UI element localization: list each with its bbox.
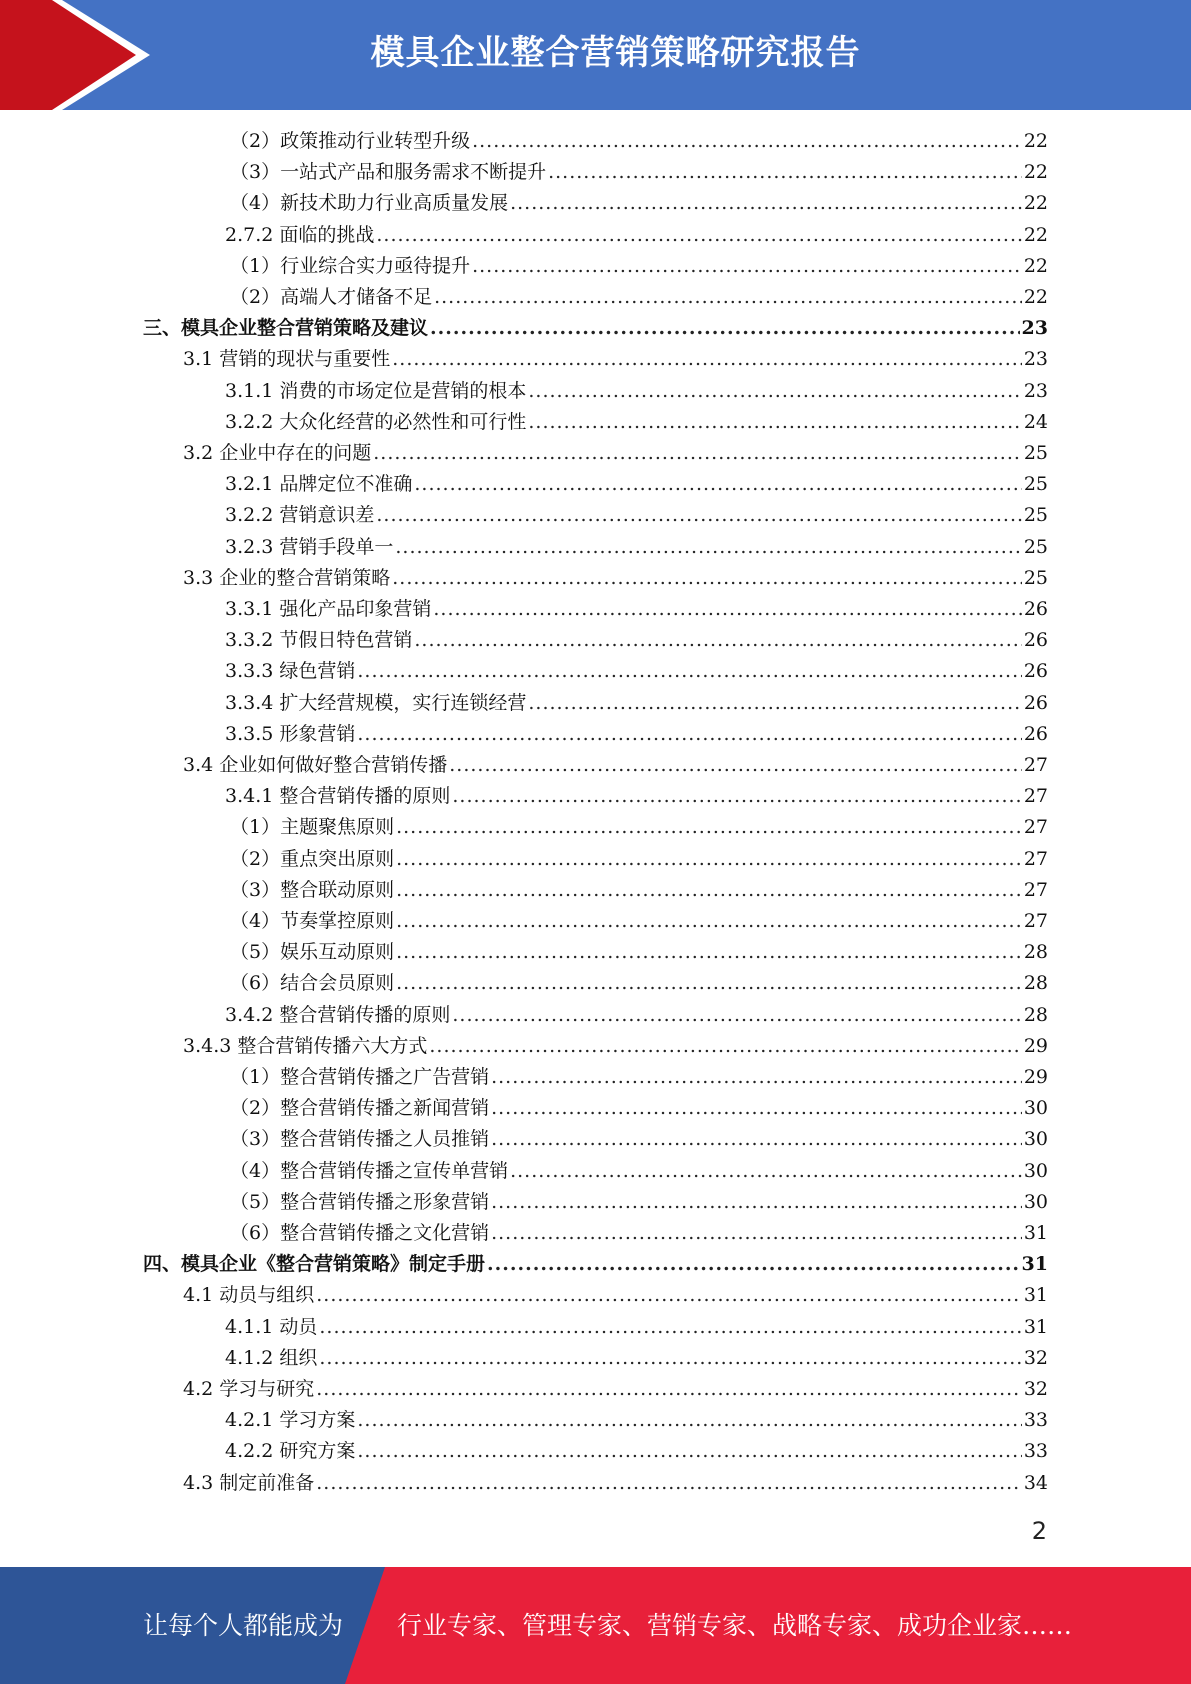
footer-slogan-right: 行业专家、管理专家、营销专家、战略专家、成功企业家…… [397, 1611, 1073, 1640]
toc-entry-label: 3.2.3 营销手段单一 [225, 536, 394, 558]
toc-entry-label: （3）整合营销传播之人员推销 [230, 1128, 490, 1150]
toc-entry-page: 23 [1021, 317, 1048, 339]
toc-entry[interactable] [225, 500, 1048, 531]
toc-entry-label: （4）整合营销传播之宣传单营销 [230, 1160, 509, 1182]
toc-entry-page: 22 [1023, 286, 1048, 308]
toc-entry-page: 28 [1023, 941, 1048, 963]
toc-dot-leader [510, 188, 1022, 219]
toc-dot-leader [491, 1062, 1022, 1093]
toc-dot-leader [528, 688, 1021, 719]
toc-entry-page: 29 [1023, 1066, 1048, 1088]
toc-dot-leader [491, 1093, 1022, 1124]
toc-entry[interactable] [230, 126, 1048, 157]
toc-entry-label: 4.1 动员与组织 [183, 1284, 315, 1306]
toc-entry[interactable] [143, 313, 1048, 344]
toc-entry-label: 4.2.2 研究方案 [225, 1440, 356, 1462]
toc-entry[interactable] [225, 1436, 1048, 1467]
toc-dot-leader [396, 906, 1022, 937]
toc-dot-leader [452, 1000, 1021, 1031]
toc-entry-label: （2）整合营销传播之新闻营销 [230, 1097, 490, 1119]
toc-dot-leader [357, 719, 1021, 750]
toc-entry-page: 22 [1023, 192, 1048, 214]
toc-entry-label: （4）新技术助力行业高质量发展 [230, 192, 509, 214]
toc-dot-leader [528, 376, 1021, 407]
toc-entry-label: 3.4.2 整合营销传播的原则 [225, 1004, 451, 1026]
toc-dot-leader [319, 1312, 1021, 1343]
toc-entry-label: 2.7.2 面临的挑战 [225, 224, 375, 246]
toc-entry[interactable] [225, 656, 1048, 687]
toc-entry-label: 3.2 企业中存在的问题 [183, 442, 372, 464]
toc-dot-leader [396, 844, 1022, 875]
toc-entry-page: 25 [1023, 567, 1048, 589]
toc-entry[interactable] [225, 469, 1048, 500]
toc-dot-leader [392, 344, 1022, 375]
toc-dot-leader [357, 1405, 1021, 1436]
toc-dot-leader [316, 1468, 1022, 1499]
toc-entry[interactable] [183, 344, 1048, 375]
toc-entry[interactable] [230, 812, 1048, 843]
toc-entry-page: 23 [1023, 380, 1048, 402]
toc-dot-leader [396, 875, 1022, 906]
toc-entry[interactable] [183, 438, 1048, 469]
toc-dot-leader [434, 282, 1022, 313]
toc-entry[interactable] [225, 220, 1048, 251]
toc-entry-label: 3.3.2 节假日特色营销 [225, 629, 413, 651]
toc-dot-leader [430, 313, 1020, 344]
toc-entry-page: 30 [1023, 1160, 1048, 1182]
toc-entry-label: （6）结合会员原则 [230, 972, 395, 994]
toc-dot-leader [396, 937, 1022, 968]
toc-entry-page: 31 [1023, 1222, 1048, 1244]
page-header [0, 0, 1191, 110]
toc-entry-label: 4.2 学习与研究 [183, 1378, 315, 1400]
toc-entry-page: 23 [1023, 348, 1048, 370]
toc-entry[interactable] [230, 251, 1048, 282]
toc-dot-leader [396, 968, 1022, 999]
toc-entry[interactable] [230, 157, 1048, 188]
toc-entry-page: 27 [1023, 879, 1048, 901]
toc-entry-label: 3.1 营销的现状与重要性 [183, 348, 391, 370]
toc-entry[interactable] [230, 937, 1048, 968]
toc-entry-label: 4.1.2 组织 [225, 1347, 318, 1369]
toc-entry[interactable] [143, 1249, 1048, 1280]
toc-entry-page: 26 [1023, 598, 1048, 620]
toc-entry-label: （2）政策推动行业转型升级 [230, 130, 471, 152]
toc-entry[interactable] [230, 1124, 1048, 1155]
toc-entry-label: （3）一站式产品和服务需求不断提升 [230, 161, 547, 183]
toc-entry[interactable] [225, 1312, 1048, 1343]
toc-entry-label: （1）行业综合实力亟待提升 [230, 255, 471, 277]
toc-entry[interactable] [183, 1031, 1048, 1062]
toc-dot-leader [491, 1124, 1022, 1155]
toc-entry-page: 26 [1023, 692, 1048, 714]
toc-entry-page: 34 [1023, 1472, 1048, 1494]
toc-entry-label: 3.1.1 消费的市场定位是营销的根本 [225, 380, 527, 402]
toc-dot-leader [376, 220, 1021, 251]
toc-entry[interactable] [230, 1156, 1048, 1187]
toc-entry-page: 32 [1023, 1347, 1048, 1369]
toc-entry[interactable] [230, 282, 1048, 313]
toc-entry-label: （1）整合营销传播之广告营销 [230, 1066, 490, 1088]
toc-entry[interactable] [230, 188, 1048, 219]
toc-dot-leader [357, 1436, 1021, 1467]
toc-entry-page: 30 [1023, 1097, 1048, 1119]
toc-entry-label: 四、模具企业《整合营销策略》制定手册 [143, 1253, 486, 1275]
toc-entry-label: （6）整合营销传播之文化营销 [230, 1222, 490, 1244]
page-footer [0, 1567, 1191, 1684]
toc-entry-page: 30 [1023, 1191, 1048, 1213]
toc-entry-label: 3.2.2 大众化经营的必然性和可行性 [225, 411, 527, 433]
toc-entry-label: 3.2.1 品牌定位不准确 [225, 473, 413, 495]
toc-dot-leader [396, 812, 1022, 843]
toc-entry[interactable] [225, 1405, 1048, 1436]
toc-dot-leader [510, 1156, 1022, 1187]
toc-dot-leader [376, 500, 1021, 531]
toc-entry-label: 3.4 企业如何做好整合营销传播 [183, 754, 448, 776]
toc-entry-page: 26 [1023, 723, 1048, 745]
toc-dot-leader [357, 656, 1021, 687]
toc-entry-page: 27 [1023, 848, 1048, 870]
toc-entry[interactable] [225, 407, 1048, 438]
toc-entry[interactable] [230, 1218, 1048, 1249]
toc-entry-label: 4.1.1 动员 [225, 1316, 318, 1338]
toc-entry-page: 25 [1023, 536, 1048, 558]
toc-dot-leader [491, 1187, 1022, 1218]
toc-entry[interactable] [183, 1468, 1048, 1499]
report-title: 模具企业整合营销策略研究报告 [370, 33, 861, 73]
toc-entry-page: 24 [1023, 411, 1048, 433]
toc-entry-label: 3.3.4 扩大经营规模，实行连锁经营 [225, 692, 527, 714]
toc-entry[interactable] [225, 688, 1048, 719]
toc-entry-page: 27 [1023, 785, 1048, 807]
toc-dot-leader [316, 1374, 1022, 1405]
toc-entry-page: 28 [1023, 972, 1048, 994]
toc-entry-label: （2）高端人才储备不足 [230, 286, 433, 308]
toc-entry-page: 25 [1023, 504, 1048, 526]
toc-dot-leader [429, 1031, 1021, 1062]
toc-entry-page: 33 [1023, 1409, 1048, 1431]
toc-entry[interactable] [225, 1343, 1048, 1374]
toc-entry-page: 25 [1023, 442, 1048, 464]
toc-entry-page: 33 [1023, 1440, 1048, 1462]
footer-slogan-left: 让每个人都能成为 [143, 1611, 344, 1640]
toc-entry-label: 3.4.1 整合营销传播的原则 [225, 785, 451, 807]
toc-entry[interactable] [225, 625, 1048, 656]
toc-entry-page: 28 [1023, 1004, 1048, 1026]
toc-entry-label: （5）娱乐互动原则 [230, 941, 395, 963]
toc-dot-leader [449, 750, 1022, 781]
toc-entry-label: 4.3 制定前准备 [183, 1472, 315, 1494]
toc-entry-page: 22 [1023, 161, 1048, 183]
toc-entry-label: 3.3.1 强化产品印象营销 [225, 598, 432, 620]
toc-entry-label: 3.3 企业的整合营销策略 [183, 567, 391, 589]
toc-entry-label: （5）整合营销传播之形象营销 [230, 1191, 490, 1213]
toc-dot-leader [548, 157, 1022, 188]
toc-entry[interactable] [230, 875, 1048, 906]
toc-entry-page: 26 [1023, 629, 1048, 651]
toc-dot-leader [528, 407, 1021, 438]
toc-entry[interactable] [230, 906, 1048, 937]
toc-dot-leader [433, 594, 1021, 625]
toc-entry[interactable] [230, 844, 1048, 875]
toc-entry-label: 4.2.1 学习方案 [225, 1409, 356, 1431]
toc-dot-leader [373, 438, 1022, 469]
toc-entry-label: 3.2.2 营销意识差 [225, 504, 375, 526]
toc-dot-leader [316, 1280, 1022, 1311]
toc-entry[interactable] [225, 781, 1048, 812]
toc-entry-page: 30 [1023, 1128, 1048, 1150]
toc-entry[interactable] [230, 968, 1048, 999]
toc-entry-label: （2）重点突出原则 [230, 848, 395, 870]
toc-entry-page: 27 [1023, 754, 1048, 776]
toc-entry[interactable] [230, 1093, 1048, 1124]
page-number: 2 [1031, 1517, 1047, 1545]
toc-entry-page: 31 [1021, 1253, 1048, 1275]
toc-entry[interactable] [230, 1062, 1048, 1093]
toc-entry-label: 3.3.5 形象营销 [225, 723, 356, 745]
toc-entry-label: 3.4.3 整合营销传播六大方式 [183, 1035, 428, 1057]
toc-entry-page: 27 [1023, 816, 1048, 838]
toc-dot-leader [395, 532, 1021, 563]
toc-dot-leader [414, 625, 1021, 656]
toc-entry-label: （3）整合联动原则 [230, 879, 395, 901]
toc-entry[interactable] [183, 1280, 1048, 1311]
toc-entry-page: 22 [1023, 255, 1048, 277]
toc-dot-leader [319, 1343, 1021, 1374]
toc-entry[interactable] [183, 1374, 1048, 1405]
toc-entry[interactable] [225, 719, 1048, 750]
toc-dot-leader [392, 563, 1022, 594]
toc-dot-leader [491, 1218, 1022, 1249]
toc-entry[interactable] [230, 1187, 1048, 1218]
toc-entry[interactable] [225, 532, 1048, 563]
toc-dot-leader [414, 469, 1021, 500]
toc-entry[interactable] [225, 594, 1048, 625]
toc-entry-label: 3.3.3 绿色营销 [225, 660, 356, 682]
toc-entry-page: 25 [1023, 473, 1048, 495]
toc-entry-page: 22 [1023, 224, 1048, 246]
toc-entry-page: 26 [1023, 660, 1048, 682]
toc-dot-leader [487, 1249, 1020, 1280]
toc-entry[interactable] [225, 376, 1048, 407]
toc-dot-leader [472, 251, 1022, 282]
toc-dot-leader [472, 126, 1022, 157]
toc-entry-label: （4）节奏掌控原则 [230, 910, 395, 932]
toc-entry-page: 32 [1023, 1378, 1048, 1400]
toc-entry-page: 31 [1023, 1284, 1048, 1306]
toc-entry-page: 31 [1023, 1316, 1048, 1338]
toc-entry[interactable] [183, 750, 1048, 781]
toc-entry-page: 29 [1023, 1035, 1048, 1057]
toc-dot-leader [452, 781, 1021, 812]
toc-entry-label: （1）主题聚焦原则 [230, 816, 395, 838]
toc-entry-page: 27 [1023, 910, 1048, 932]
toc-entry[interactable] [183, 563, 1048, 594]
toc-entry-label: 三、模具企业整合营销策略及建议 [143, 317, 429, 339]
toc-entry[interactable] [225, 1000, 1048, 1031]
toc-entry-page: 22 [1023, 130, 1048, 152]
